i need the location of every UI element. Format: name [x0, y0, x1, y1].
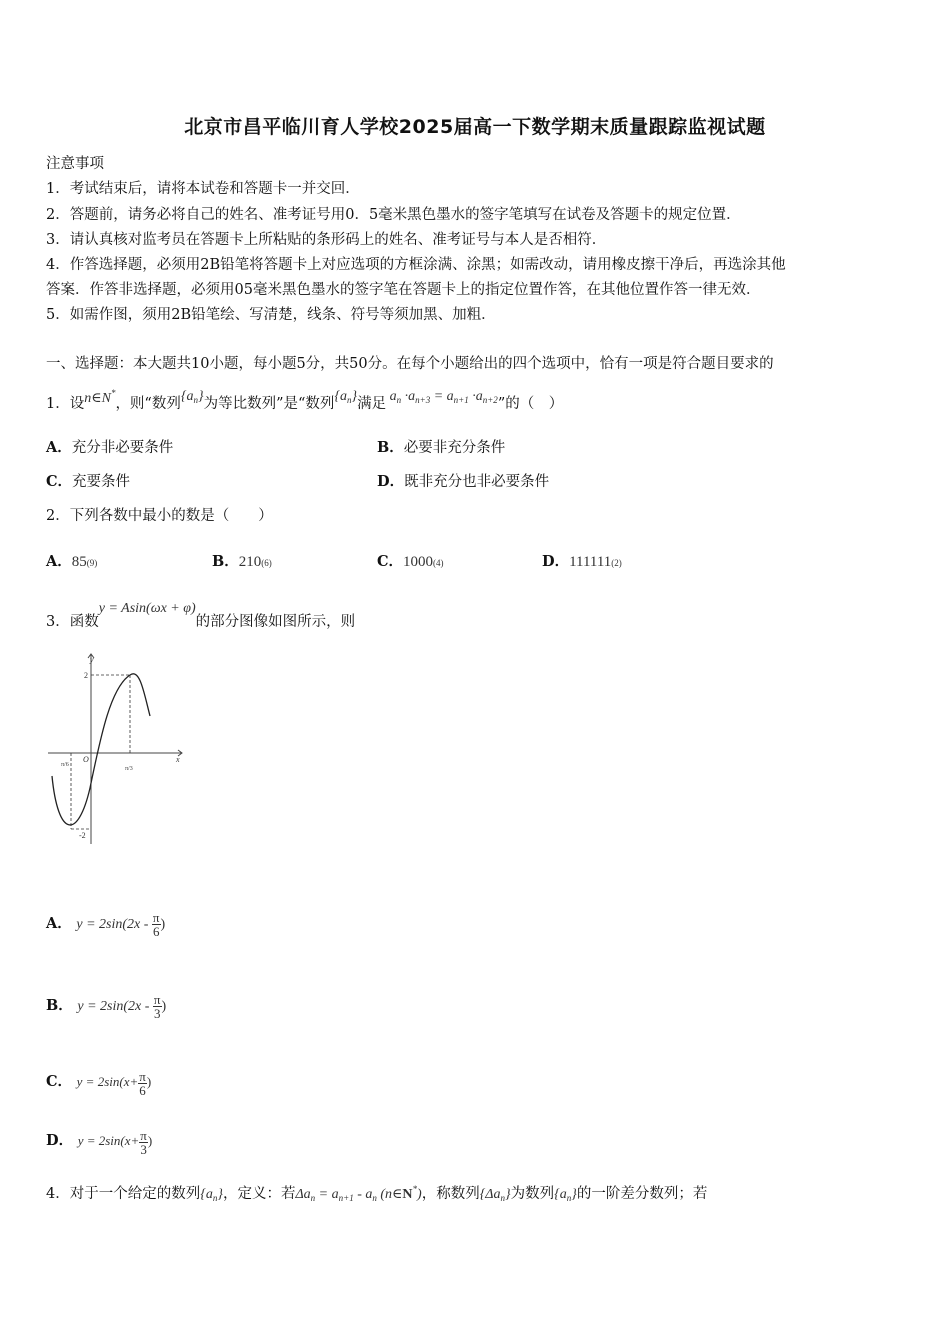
q4-sequence: $\{a_n\}$	[200, 1187, 223, 1203]
notice-item: 答案．作答非选择题，必须用05毫米黑色墨水的签字笔在答题卡上的指定位置作答，在其他位置作答一律无效．	[46, 282, 761, 298]
q3-function: y = Asin(ωx + φ)	[98, 601, 196, 616]
q2-option-c[interactable]: C．1000(4)	[377, 553, 444, 570]
y-top-label: 2	[84, 671, 88, 680]
q2-option-d[interactable]: D．111111(2)	[542, 553, 622, 570]
y-bottom-label: -2	[79, 831, 86, 840]
section-heading: 一、选择题：本大题共10小题，每小题5分，共50分。在每个小题给出的四个选项中，恰有一项是符合题目要求的	[46, 356, 774, 372]
origin-label: O	[83, 755, 89, 764]
notice-item: 1．考试结束后，请将本试卷和答题卡一并交回．	[46, 181, 360, 197]
x-axis-label: x	[176, 755, 180, 764]
notice-item: 4．作答选择题，必须用2B铅笔将答题卡上对应选项的方框涂满、涂黑；如需改动，请用橡皮擦干净后，再选涂其他	[46, 257, 786, 273]
q3-option-c[interactable]: C． y = 2sin(x+ $\frac{\pi}{6}$ )	[46, 1068, 152, 1098]
q1-sequence: $\{a_n\}$	[180, 389, 204, 405]
q1-option-c[interactable]: C．充要条件	[46, 473, 131, 490]
notice-item: 5．如需作图，须用2B铅笔绘、写清楚，线条、符号等须加黑、加粗．	[46, 307, 496, 323]
sine-curve	[52, 674, 150, 825]
q4-sequence-2: $\{a_n\}$	[554, 1187, 577, 1203]
q4-diff-sequence: $\{\Delta a_n\}$	[479, 1187, 511, 1203]
y-axis-label: y	[90, 655, 94, 664]
question-3: 3．函数y = Asin(ωx + φ)的部分图像如图所示，则	[46, 601, 356, 630]
q1-equation: $a_n \cdot a_{n+3} = a_{n+1} \cdot a_{n+2}$	[386, 389, 498, 405]
q1-number: 1．	[46, 396, 70, 412]
q1-condition: n∈N	[84, 391, 111, 406]
page-title: 北京市昌平临川育人学校2025届高一下数学期末质量跟踪监视试题	[184, 116, 766, 138]
question-2: 2．下列各数中最小的数是（ ）	[46, 508, 273, 524]
q1-option-d[interactable]: D．既非充分也非必要条件	[377, 473, 550, 490]
q3-graph	[44, 648, 194, 848]
question-1: 1．设n∈N*，则“数列$\{a_n\}$为等比数列”是“数列$\{a_n\}$满足 $a_n \cdot a_{n+3} = a_{n+1} \cdot a_{n+2}$”的（ ）	[46, 388, 564, 412]
q2-option-b[interactable]: B．210(6)	[212, 553, 272, 570]
q4-definition: $\Delta a_n = a_{n+1} - a_n$ (n∈N*)	[295, 1184, 422, 1203]
x-right-label: π/3	[125, 766, 133, 772]
x-left-label: π/6	[61, 762, 69, 768]
q3-option-b[interactable]: B． y = 2sin(2x - $\frac{\pi}{3}$ )	[46, 992, 167, 1022]
notice-item: 3．请认真核对监考员在答题卡上所粘贴的条形码上的姓名、准考证号与本人是否相符．	[46, 232, 607, 248]
q1-option-a[interactable]: A．充分非必要条件	[46, 439, 174, 456]
q1-sequence-2: $\{a_n\}$	[334, 389, 358, 405]
q3-option-a[interactable]: A． y = 2sin(2x - $\frac{\pi}{6}$ )	[46, 910, 166, 940]
notice-heading: 注意事项	[46, 156, 104, 172]
question-4: 4．对于一个给定的数列$\{a_n\}$，定义：若$\Delta a_n = a_{n+1} - a_n$ (n∈N*)，称数列$\{\Delta a_n\}$为数列$\{a_n\}$的一阶差分数列；若	[46, 1184, 708, 1203]
q1-option-b[interactable]: B．必要非充分条件	[377, 439, 506, 456]
q2-option-a[interactable]: A．85(9)	[46, 553, 98, 570]
notice-item: 2．答题前，请务必将自己的姓名、准考证号用0．5毫米黑色墨水的签字笔填写在试卷及答题卡的规定位置．	[46, 207, 741, 223]
q3-option-d[interactable]: D． y = 2sin(x+ $\frac{\pi}{3}$ )	[46, 1127, 153, 1157]
